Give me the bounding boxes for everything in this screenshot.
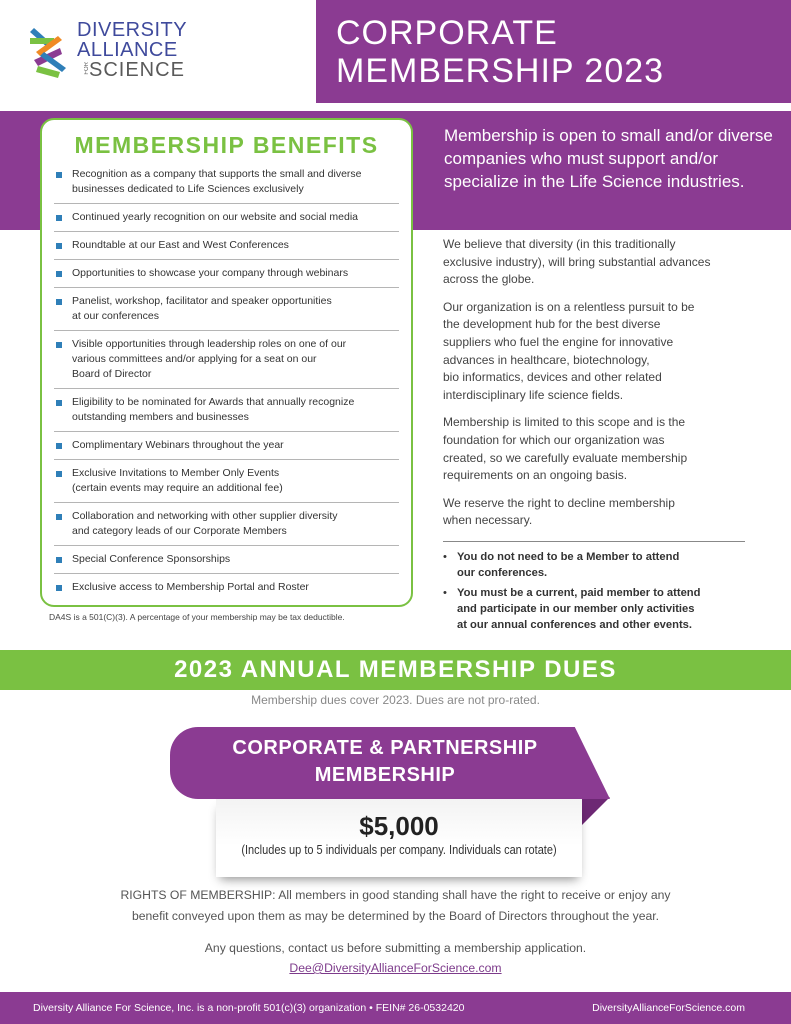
benefit-item [54, 287, 399, 330]
about-column [443, 236, 753, 540]
logo-for: FOR [84, 62, 90, 75]
tier-name: CORPORATE & PARTNERSHIP MEMBERSHIP [232, 737, 538, 786]
ribbon-fold [582, 797, 610, 825]
square-bullet-icon [56, 172, 62, 178]
dues-note: Membership dues cover 2023. Dues are not pro-rated. [251, 693, 540, 707]
benefit-item [54, 388, 399, 431]
divider [443, 541, 745, 542]
page-title-box [316, 0, 791, 103]
about-paragraph: We reserve the right to decline membership when necessary. [443, 495, 675, 528]
benefits-title: MEMBERSHIP BENEFITS [74, 132, 379, 158]
square-bullet-icon [56, 585, 62, 591]
benefits-list [54, 165, 399, 601]
benefit-item [54, 231, 399, 259]
benefit-item [54, 502, 399, 545]
square-bullet-icon [56, 514, 62, 520]
benefit-item [54, 165, 399, 203]
contact-email-link[interactable]: Dee@DiversityAllianceForScience.com [289, 961, 502, 975]
footer-website-link[interactable]: DiversityAllianceForScience.com [592, 1002, 745, 1014]
benefits-box [40, 118, 413, 607]
benefit-item [54, 545, 399, 573]
benefit-text: Roundtable at our East and West Conferences [72, 239, 289, 251]
page-title-line1: CORPORATE [336, 14, 558, 52]
footer-org-info: Diversity Alliance For Science, Inc. is a non-profit 501(c)(3) organization • FEIN# 26-0532420 [33, 1002, 465, 1014]
square-bullet-icon [56, 400, 62, 406]
square-bullet-icon [56, 557, 62, 563]
benefit-text: Opportunities to showcase your company through webinars [72, 267, 349, 279]
benefit-text: Visible opportunities through leadership roles on one of our various committees and/or applying for a seat on our Board of Director [72, 338, 347, 380]
note-item: • You must be a current, paid member to attend and participate in our member only activities at our annual conferences and other events. [443, 585, 753, 633]
note-item: • You do not need to be a Member to attend our conferences. [443, 549, 753, 581]
benefit-text: Continued yearly recognition on our website and social media [72, 211, 359, 223]
benefit-text: Recognition as a company that supports the small and diverse businesses dedicated to Life Sciences exclusively [72, 168, 362, 195]
dues-heading: 2023 ANNUAL MEMBERSHIP DUES [0, 650, 791, 690]
benefit-text: Collaboration and networking with other supplier diversity and category leads of our Corporate Members [72, 510, 338, 537]
benefit-item [54, 459, 399, 502]
tier-details: (Includes up to 5 individuals per company. Individuals can rotate) [241, 843, 557, 857]
benefit-text: Special Conference Sponsorships [72, 553, 231, 565]
benefit-text: Eligibility to be nominated for Awards that annually recognize outstanding members and businesses [72, 396, 355, 423]
benefit-text: Complimentary Webinars throughout the year [72, 439, 284, 451]
square-bullet-icon [56, 471, 62, 477]
logo-science: SCIENCE [89, 59, 185, 81]
logo-wordmark-line1: DIVERSITY [77, 19, 188, 41]
square-bullet-icon [56, 443, 62, 449]
membership-notes [443, 549, 753, 637]
benefit-text: Exclusive access to Membership Portal and Roster [72, 581, 309, 593]
logo-wordmark-line2: ALLIANCE [77, 39, 178, 61]
page-title-line2: MEMBERSHIP 2023 [336, 52, 665, 90]
logo-mark-icon [30, 22, 74, 78]
about-paragraph: Membership is limited to this scope and is the foundation for which our organization was created, so we carefully evaluate membership requirements on an ongoing basis. [443, 415, 688, 483]
tax-note: DA4S is a 501(C)(3). A percentage of your membership may be tax deductible. [49, 612, 345, 622]
square-bullet-icon [56, 215, 62, 221]
contact-text: Any questions, contact us before submitting a membership application. [204, 941, 587, 955]
membership-tier [170, 727, 610, 877]
footer [0, 992, 791, 1024]
tier-price: $5,000 [359, 811, 439, 841]
square-bullet-icon [56, 342, 62, 348]
about-paragraph: We believe that diversity (in this traditionally exclusive industry), will bring substantial advances across the globe. [443, 237, 711, 287]
benefit-item [54, 431, 399, 459]
logo-wordmark-line3 [77, 60, 187, 80]
logo [30, 18, 230, 88]
benefit-item [54, 203, 399, 231]
benefit-item [54, 573, 399, 601]
benefit-text: Panelist, workshop, facilitator and speaker opportunities at our conferences [72, 295, 332, 322]
benefit-text: Exclusive Invitations to Member Only Events (certain events may require an additional fee) [72, 467, 283, 494]
about-paragraph: Our organization is on a relentless pursuit to be the development hub for the best diverse suppliers who fuel the engine for innovative advances in healthcare, biotechnology, bio informatics, devices and other related interdisciplinary life science fields. [443, 299, 695, 402]
square-bullet-icon [56, 271, 62, 277]
square-bullet-icon [56, 243, 62, 249]
tier-price-card [216, 799, 582, 877]
rights-of-membership: RIGHTS OF MEMBERSHIP: All members in good standing shall have the right to receive or enjoy any benefit conveyed upon them as may be determined by the Board of Directors throughout the year. [120, 888, 671, 923]
square-bullet-icon [56, 299, 62, 305]
intro-text: Membership is open to small and/or diverse companies who must support and/or specialize in the Life Science industries. [444, 126, 773, 191]
contact-block [0, 938, 791, 978]
benefit-item [54, 330, 399, 388]
benefit-item [54, 259, 399, 287]
